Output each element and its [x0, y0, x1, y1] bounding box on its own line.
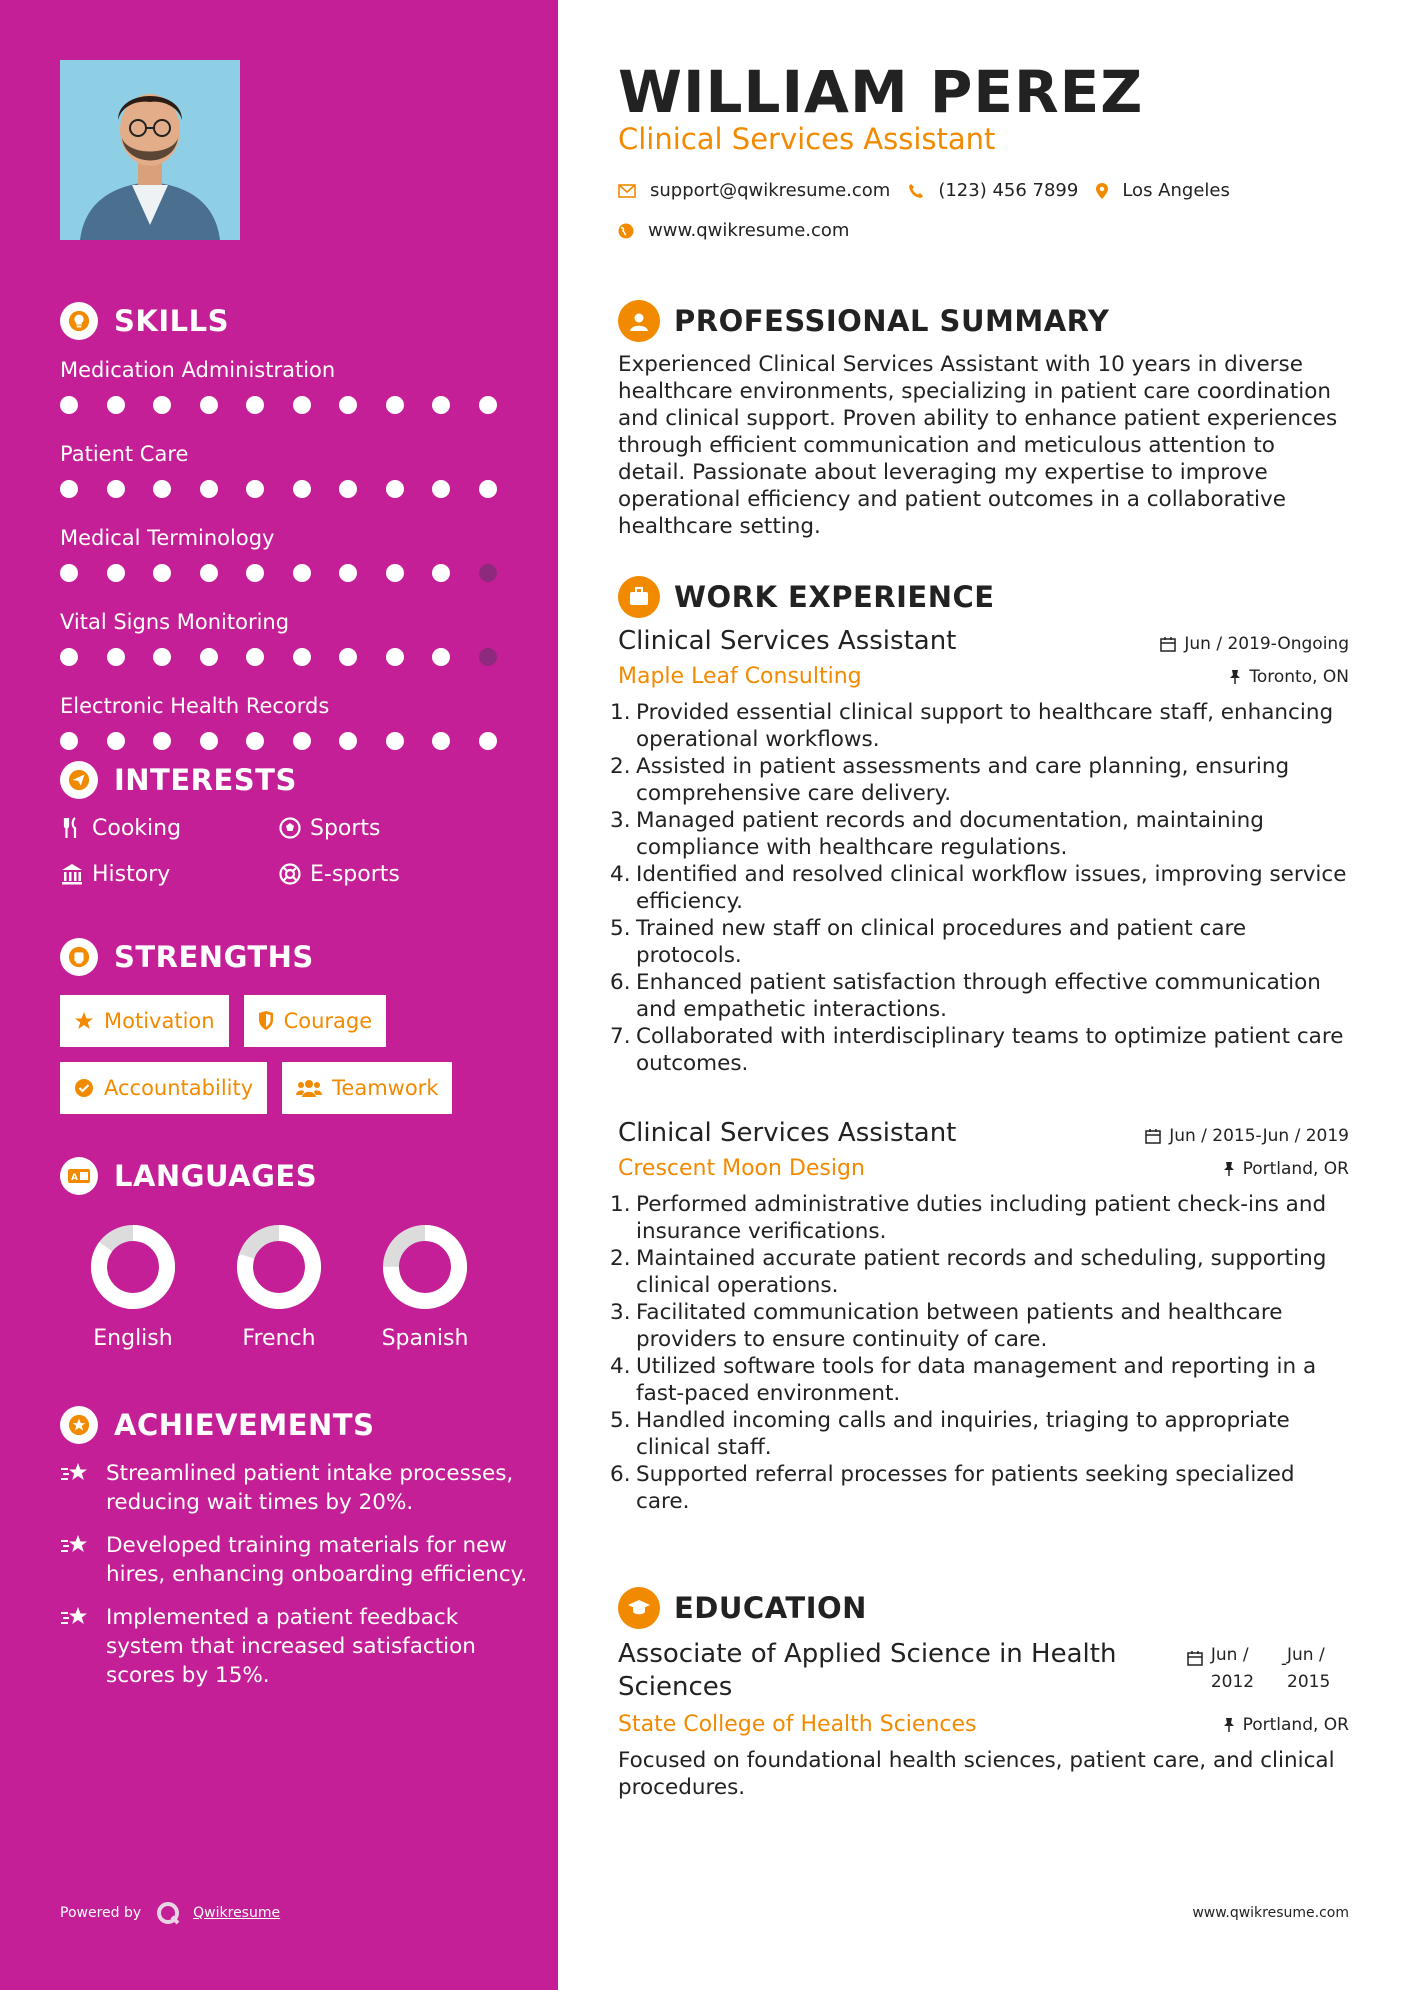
- rating-dot-filled: [200, 564, 218, 582]
- calendar-icon: [1160, 636, 1176, 652]
- rating-dot-filled: [153, 732, 171, 750]
- rating-dot-empty: [479, 648, 497, 666]
- website-link[interactable]: www.qwikresume.com: [648, 220, 850, 241]
- education-description: Focused on foundational health sciences, patient care, and clinical procedures.: [618, 1748, 1335, 1800]
- email-link[interactable]: support@qwikresume.com: [650, 180, 891, 201]
- interest-item: [60, 810, 278, 846]
- skill-item: [60, 439, 530, 509]
- skill-item: [60, 691, 530, 761]
- job-title: Clinical Services Assistant: [618, 626, 957, 656]
- education-dates: [1187, 1642, 1349, 1696]
- rating-dot-filled: [200, 648, 218, 666]
- interest-item: [278, 810, 496, 846]
- achievement-text: Developed training materials for new hires, enhancing onboarding efficiency.: [106, 1533, 528, 1587]
- calendar-icon: [1145, 1128, 1161, 1144]
- interest-label: History: [92, 861, 171, 887]
- strength-label: Motivation: [104, 1009, 215, 1033]
- job-bullet: Trained new staff on clinical procedures and patient care protocols.: [636, 916, 1247, 968]
- job-dates-text: Jun / 2019-Ongoing: [1184, 634, 1349, 654]
- rating-dot-filled: [107, 480, 125, 498]
- rating-dot-filled: [386, 732, 404, 750]
- strength-chip: [60, 1062, 267, 1114]
- envelope-icon: [618, 184, 636, 198]
- company-name: Maple Leaf Consulting: [618, 664, 862, 689]
- rating-dot-filled: [386, 396, 404, 414]
- language-icon: [60, 1157, 98, 1195]
- education-location-text: Portland, OR: [1242, 1714, 1349, 1735]
- rating-dot-filled: [153, 564, 171, 582]
- rating-dot-filled: [479, 396, 497, 414]
- education-date-start: Jun / 2012: [1210, 1645, 1255, 1692]
- shooting-star-icon: [60, 1531, 96, 1589]
- rating-dot-filled: [432, 396, 450, 414]
- calendar-icon: [1187, 1650, 1203, 1666]
- strength-label: Accountability: [104, 1076, 254, 1100]
- skill-rating: [60, 637, 530, 677]
- shield-icon: [258, 1011, 274, 1031]
- skill-name: Medication Administration: [60, 358, 336, 382]
- job-location-text: Toronto, ON: [1249, 666, 1349, 687]
- job-bullet: Managed patient records and documentation, maintaining compliance with healthcare regulations.: [636, 808, 1264, 860]
- rating-dot-empty: [479, 564, 497, 582]
- rating-dot-filled: [432, 648, 450, 666]
- map-pin-icon: [1096, 183, 1108, 199]
- achievement-item: [60, 1603, 530, 1690]
- strengths-row: [60, 1062, 530, 1114]
- rating-dot-filled: [200, 732, 218, 750]
- rating-dot-filled: [246, 732, 264, 750]
- job-dates: [1145, 1126, 1349, 1146]
- achievements-section: [60, 1405, 530, 1690]
- rating-dot-filled: [339, 732, 357, 750]
- rating-dot-filled: [153, 648, 171, 666]
- language-proficiency-donut: [90, 1224, 176, 1310]
- rating-dot-filled: [293, 396, 311, 414]
- svg-text:A: A: [71, 1173, 78, 1183]
- rating-dot-filled: [386, 564, 404, 582]
- strengths-section: [60, 937, 530, 1129]
- shooting-star-icon: [60, 1603, 96, 1690]
- skill-name: Electronic Health Records: [60, 694, 330, 718]
- language-proficiency-donut: [382, 1224, 468, 1310]
- phone-number[interactable]: (123) 456 7899: [938, 180, 1079, 201]
- achievement-text: Streamlined patient intake processes, reducing wait times by 20%.: [106, 1461, 514, 1515]
- phone-icon: [908, 183, 924, 199]
- candidate-role: Clinical Services Assistant: [618, 122, 996, 156]
- interest-item: [60, 856, 278, 892]
- rating-dot-filled: [386, 480, 404, 498]
- rating-dot-filled: [60, 648, 78, 666]
- paper-plane-icon: [60, 761, 98, 799]
- rating-dot-filled: [107, 396, 125, 414]
- rating-dot-filled: [339, 480, 357, 498]
- powered-by: [60, 1900, 280, 1926]
- rating-dot-filled: [293, 648, 311, 666]
- strengths-title: STRENGTHS: [114, 940, 314, 974]
- strengths-row: [60, 995, 530, 1047]
- rating-dot-filled: [60, 396, 78, 414]
- candidate-name: WILLIAM PEREZ: [618, 58, 1144, 126]
- rating-dot-filled: [293, 480, 311, 498]
- rating-dot-filled: [60, 480, 78, 498]
- job-entry: [618, 626, 1349, 1077]
- rating-dot-filled: [200, 396, 218, 414]
- education-date-end: Jun / 2015: [1287, 1645, 1331, 1692]
- pushpin-icon: [1223, 1161, 1235, 1177]
- rating-dot-filled: [60, 564, 78, 582]
- job-bullets: [618, 699, 1349, 1077]
- school-name: State College of Health Sciences: [618, 1712, 977, 1737]
- rating-dot-filled: [432, 564, 450, 582]
- job-entry: [618, 1118, 1349, 1515]
- lightbulb-icon: [60, 302, 98, 340]
- job-bullet: Facilitated communication between patients and healthcare providers to ensure continuity of care.: [636, 1300, 1283, 1352]
- strength-chip: [282, 1062, 452, 1114]
- experience-title: WORK EXPERIENCE: [674, 580, 995, 614]
- interest-item: [278, 856, 496, 892]
- rating-dot-filled: [246, 564, 264, 582]
- strength-label: Courage: [283, 1009, 373, 1033]
- job-bullet: Maintained accurate patient records and scheduling, supporting clinical operations.: [636, 1246, 1327, 1298]
- main-content: [618, 0, 1349, 1990]
- skill-item: [60, 607, 530, 677]
- rating-dot-filled: [107, 732, 125, 750]
- powered-by-label: Powered by: [60, 1905, 142, 1921]
- achievement-item: [60, 1459, 530, 1517]
- rating-dot-filled: [293, 564, 311, 582]
- language-label: English: [93, 1326, 173, 1351]
- interests-list: [60, 810, 530, 892]
- job-dates: [1160, 634, 1349, 654]
- interest-label: E-sports: [310, 861, 400, 887]
- rating-dot-filled: [386, 648, 404, 666]
- interests-title: INTERESTS: [114, 763, 297, 797]
- job-bullet: Handled incoming calls and inquiries, triaging to appropriate clinical staff.: [636, 1408, 1290, 1460]
- education-location: [1223, 1715, 1349, 1735]
- summary-text: Experienced Clinical Services Assistant with 10 years in diverse healthcare environments, specializing in patient care coordination and clinical support. Proven ability to enhance patient experiences through efficient communication and meticulous attention to detail. Passionate about leveraging my expertise to improve operational efficiency and patient outcomes in a collaborative healthcare setting.: [618, 352, 1338, 539]
- rating-dot-filled: [246, 480, 264, 498]
- rating-dot-filled: [246, 648, 264, 666]
- language-proficiency-donut: [236, 1224, 322, 1310]
- rating-dot-filled: [432, 732, 450, 750]
- rating-dot-filled: [339, 396, 357, 414]
- globe-icon: [618, 223, 634, 239]
- skills-list: [60, 355, 530, 761]
- education-title: EDUCATION: [674, 1591, 867, 1625]
- education-heading: [618, 1586, 867, 1630]
- pushpin-icon: [1229, 669, 1241, 685]
- pushpin-icon: [1223, 1717, 1235, 1733]
- job-bullet: Assisted in patient assessments and care planning, ensuring comprehensive care delivery.: [636, 754, 1290, 806]
- skill-name: Vital Signs Monitoring: [60, 610, 290, 634]
- lifebuoy-icon: [278, 863, 302, 885]
- language-label: Spanish: [381, 1326, 469, 1351]
- fist-icon: [60, 938, 98, 976]
- achievement-item: [60, 1531, 530, 1589]
- users-icon: [296, 1078, 322, 1098]
- skill-rating: [60, 721, 530, 761]
- job-title: Clinical Services Assistant: [618, 1118, 957, 1148]
- rating-dot-filled: [479, 480, 497, 498]
- user-icon: [618, 300, 660, 342]
- rating-dot-filled: [246, 396, 264, 414]
- trophy-star-icon: [60, 1406, 98, 1444]
- degree-title: Associate of Applied Science in Health Sciences: [618, 1639, 1117, 1702]
- rating-dot-filled: [60, 732, 78, 750]
- achievements-list: [60, 1459, 530, 1690]
- rating-dot-filled: [200, 480, 218, 498]
- qwikresume-link[interactable]: Qwikresume: [193, 1905, 281, 1921]
- graduation-cap-icon: [618, 1587, 660, 1629]
- skill-item: [60, 355, 530, 425]
- interest-label: Sports: [310, 815, 381, 841]
- interests-section: [60, 760, 530, 892]
- skills-title: SKILLS: [114, 304, 229, 338]
- rating-dot-filled: [432, 480, 450, 498]
- rating-dot-filled: [479, 732, 497, 750]
- job-bullet: Utilized software tools for data management and reporting in a fast-paced environment.: [636, 1354, 1317, 1406]
- summary-title: PROFESSIONAL SUMMARY: [674, 304, 1110, 338]
- strength-chip: [60, 995, 229, 1047]
- education-entry: [618, 1638, 1349, 1801]
- skill-rating: [60, 553, 530, 593]
- job-location-text: Portland, OR: [1242, 1158, 1349, 1179]
- job-location: [1229, 667, 1349, 687]
- sidebar: [0, 0, 558, 1990]
- skill-item: [60, 523, 530, 593]
- language-label: French: [242, 1326, 316, 1351]
- summary-heading: [618, 299, 1109, 343]
- languages-list: [60, 1224, 530, 1351]
- rating-dot-filled: [339, 564, 357, 582]
- job-bullet: Supported referral processes for patients seeking specialized care.: [636, 1462, 1295, 1514]
- language-item: [352, 1224, 498, 1351]
- job-bullet: Provided essential clinical support to healthcare staff, enhancing operational workflows.: [636, 700, 1334, 752]
- job-bullet: Performed administrative duties including patient check-ins and insurance verifications.: [636, 1192, 1327, 1244]
- skill-rating: [60, 385, 530, 425]
- location-text: Los Angeles: [1122, 180, 1230, 201]
- company-name: Crescent Moon Design: [618, 1156, 865, 1181]
- website-row: [618, 220, 867, 241]
- skills-section: [60, 301, 530, 761]
- job-location: [1223, 1159, 1349, 1179]
- interest-label: Cooking: [92, 815, 182, 841]
- job-bullet: Enhanced patient satisfaction through effective communication and empathetic interactions.: [636, 970, 1321, 1022]
- strength-label: Teamwork: [332, 1076, 439, 1100]
- job-bullet: Identified and resolved clinical workflow issues, improving service efficiency.: [636, 862, 1347, 914]
- language-item: [206, 1224, 352, 1351]
- rating-dot-filled: [107, 648, 125, 666]
- strengths-list: [60, 995, 530, 1114]
- museum-icon: [60, 863, 84, 885]
- skill-name: Medical Terminology: [60, 526, 275, 550]
- check-circle-icon: [74, 1078, 94, 1098]
- education-date-separator: -: [1280, 1654, 1287, 1674]
- rating-dot-filled: [339, 648, 357, 666]
- job-bullets: [618, 1191, 1349, 1515]
- job-dates-text: Jun / 2015-Jun / 2019: [1169, 1126, 1349, 1146]
- rating-dot-filled: [153, 396, 171, 414]
- experience-heading: [618, 575, 995, 619]
- contact-row: [618, 180, 1248, 201]
- rating-dot-filled: [107, 564, 125, 582]
- rating-dot-filled: [153, 480, 171, 498]
- achievements-title: ACHIEVEMENTS: [114, 1408, 375, 1442]
- language-item: [60, 1224, 206, 1351]
- job-bullet: Collaborated with interdisciplinary teams to optimize patient care outcomes.: [636, 1024, 1344, 1076]
- utensils-icon: [60, 817, 84, 839]
- soccer-ball-icon: [278, 817, 302, 839]
- qwikresume-logo-icon: [155, 1900, 181, 1926]
- skill-name: Patient Care: [60, 442, 189, 466]
- skill-rating: [60, 469, 530, 509]
- strength-chip: [244, 995, 387, 1047]
- languages-section: [60, 1156, 530, 1351]
- briefcase-icon: [618, 576, 660, 618]
- footer-url[interactable]: www.qwikresume.com: [1192, 1905, 1349, 1921]
- rating-dot-filled: [293, 732, 311, 750]
- profile-photo: [60, 60, 240, 240]
- shooting-star-icon: [60, 1459, 96, 1517]
- star-icon: [74, 1011, 94, 1031]
- languages-title: LANGUAGES: [114, 1159, 318, 1193]
- achievement-text: Implemented a patient feedback system that increased satisfaction scores by 15%.: [106, 1605, 476, 1688]
